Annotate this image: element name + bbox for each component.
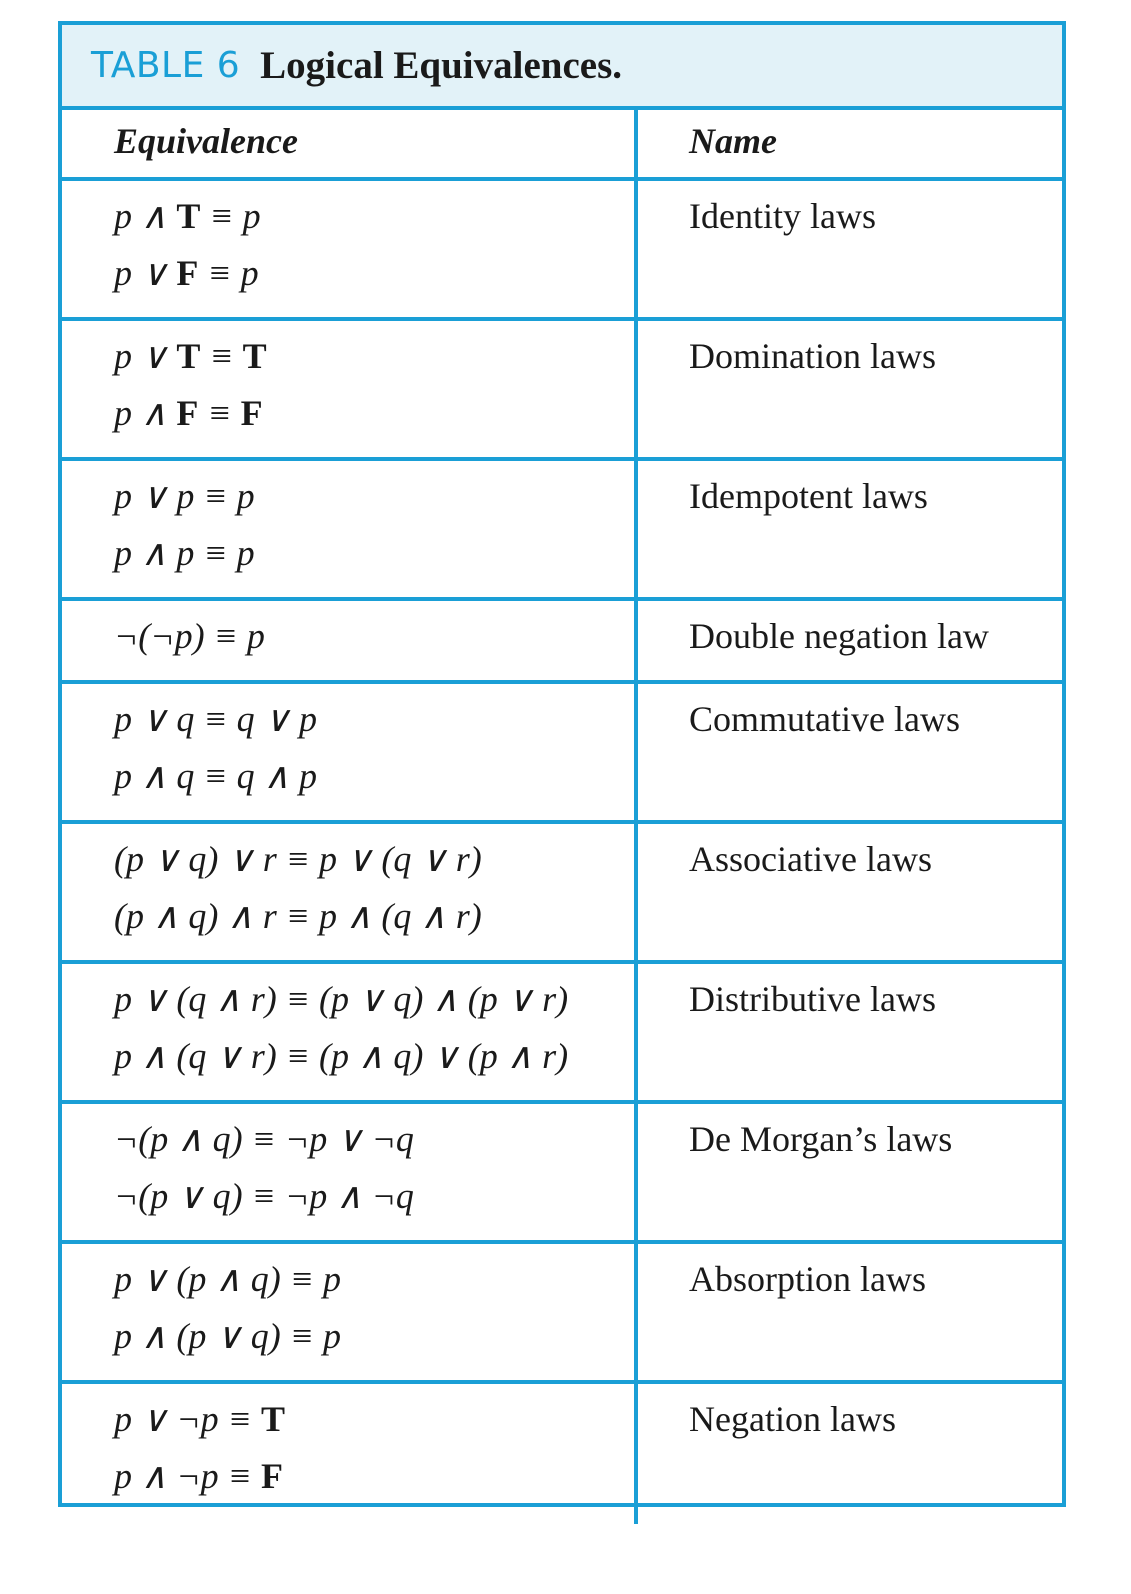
table-title: Logical Equivalences. [260, 44, 623, 87]
equivalence-line: p ∧ (p ∨ q) ≡ p [114, 1316, 342, 1356]
table-row [62, 181, 1062, 321]
equivalence-line: ¬(p ∨ q) ≡ ¬p ∧ ¬q [114, 1176, 414, 1216]
equivalence-line: p ∧ F ≡ F [114, 393, 263, 433]
law-name-cell [638, 601, 1062, 680]
law-name: Distributive laws [689, 979, 936, 1019]
equivalence-line: ¬(¬p) ≡ p [114, 616, 265, 656]
law-name: Absorption laws [689, 1259, 926, 1299]
law-name-cell [638, 1104, 1062, 1240]
law-name-cell [638, 181, 1062, 317]
equivalence-line: (p ∨ q) ∨ r ≡ p ∨ (q ∨ r) [114, 839, 482, 879]
law-name: Associative laws [689, 839, 932, 879]
equivalence-cell [62, 601, 638, 680]
law-name-cell [638, 461, 1062, 597]
equivalence-line: p ∨ ¬p ≡ T [114, 1399, 285, 1439]
law-name: Negation laws [689, 1399, 896, 1439]
table-number-label: TABLE 6 [91, 45, 241, 86]
table-row [62, 1244, 1062, 1384]
law-name-cell [638, 1244, 1062, 1380]
equivalence-line: p ∧ p ≡ p [114, 533, 255, 573]
law-name: Double negation law [689, 616, 989, 656]
equivalence-line: (p ∧ q) ∧ r ≡ p ∧ (q ∧ r) [114, 896, 482, 936]
law-name-cell [638, 321, 1062, 457]
equivalence-line: p ∨ T ≡ T [114, 336, 267, 376]
equivalence-cell [62, 684, 638, 820]
equivalence-cell [62, 1384, 638, 1524]
equivalence-line: p ∧ (q ∨ r) ≡ (p ∧ q) ∨ (p ∧ r) [114, 1036, 569, 1076]
law-name: De Morgan’s laws [689, 1119, 953, 1159]
equivalence-line: p ∨ q ≡ q ∨ p [114, 699, 318, 739]
law-name: Identity laws [689, 196, 876, 236]
equivalence-line: p ∨ F ≡ p [114, 253, 259, 293]
law-name: Commutative laws [689, 699, 960, 739]
table-row [62, 964, 1062, 1104]
equivalence-line: p ∧ T ≡ p [114, 196, 261, 236]
equivalence-cell [62, 461, 638, 597]
equivalence-line: ¬(p ∧ q) ≡ ¬p ∨ ¬q [114, 1119, 414, 1159]
table-row [62, 461, 1062, 601]
equivalence-cell [62, 964, 638, 1100]
table-header-row [62, 110, 1062, 181]
column-header-name: Name [689, 121, 777, 161]
column-header-equivalence: Equivalence [62, 110, 638, 177]
equivalence-line: p ∨ p ≡ p [114, 476, 255, 516]
law-name-cell [638, 824, 1062, 960]
table-row [62, 1104, 1062, 1244]
equivalence-line: p ∧ ¬p ≡ F [114, 1456, 283, 1496]
equivalence-cell [62, 181, 638, 317]
equivalence-line: p ∨ (p ∧ q) ≡ p [114, 1259, 342, 1299]
table-row [62, 1384, 1062, 1524]
law-name-cell [638, 684, 1062, 820]
equivalence-line: p ∨ (q ∧ r) ≡ (p ∨ q) ∧ (p ∨ r) [114, 979, 569, 1019]
table-row [62, 321, 1062, 461]
law-name: Domination laws [689, 336, 936, 376]
equivalence-cell [62, 1104, 638, 1240]
law-name-cell [638, 1384, 1062, 1524]
table-title-bar [62, 25, 1062, 110]
law-name-cell [638, 964, 1062, 1100]
equivalence-line: p ∧ q ≡ q ∧ p [114, 756, 318, 796]
table-row [62, 824, 1062, 964]
table-row [62, 601, 1062, 684]
logical-equivalences-table [58, 21, 1066, 1507]
equivalence-cell [62, 321, 638, 457]
table-row [62, 684, 1062, 824]
law-name: Idempotent laws [689, 476, 928, 516]
equivalence-cell [62, 824, 638, 960]
equivalence-cell [62, 1244, 638, 1380]
